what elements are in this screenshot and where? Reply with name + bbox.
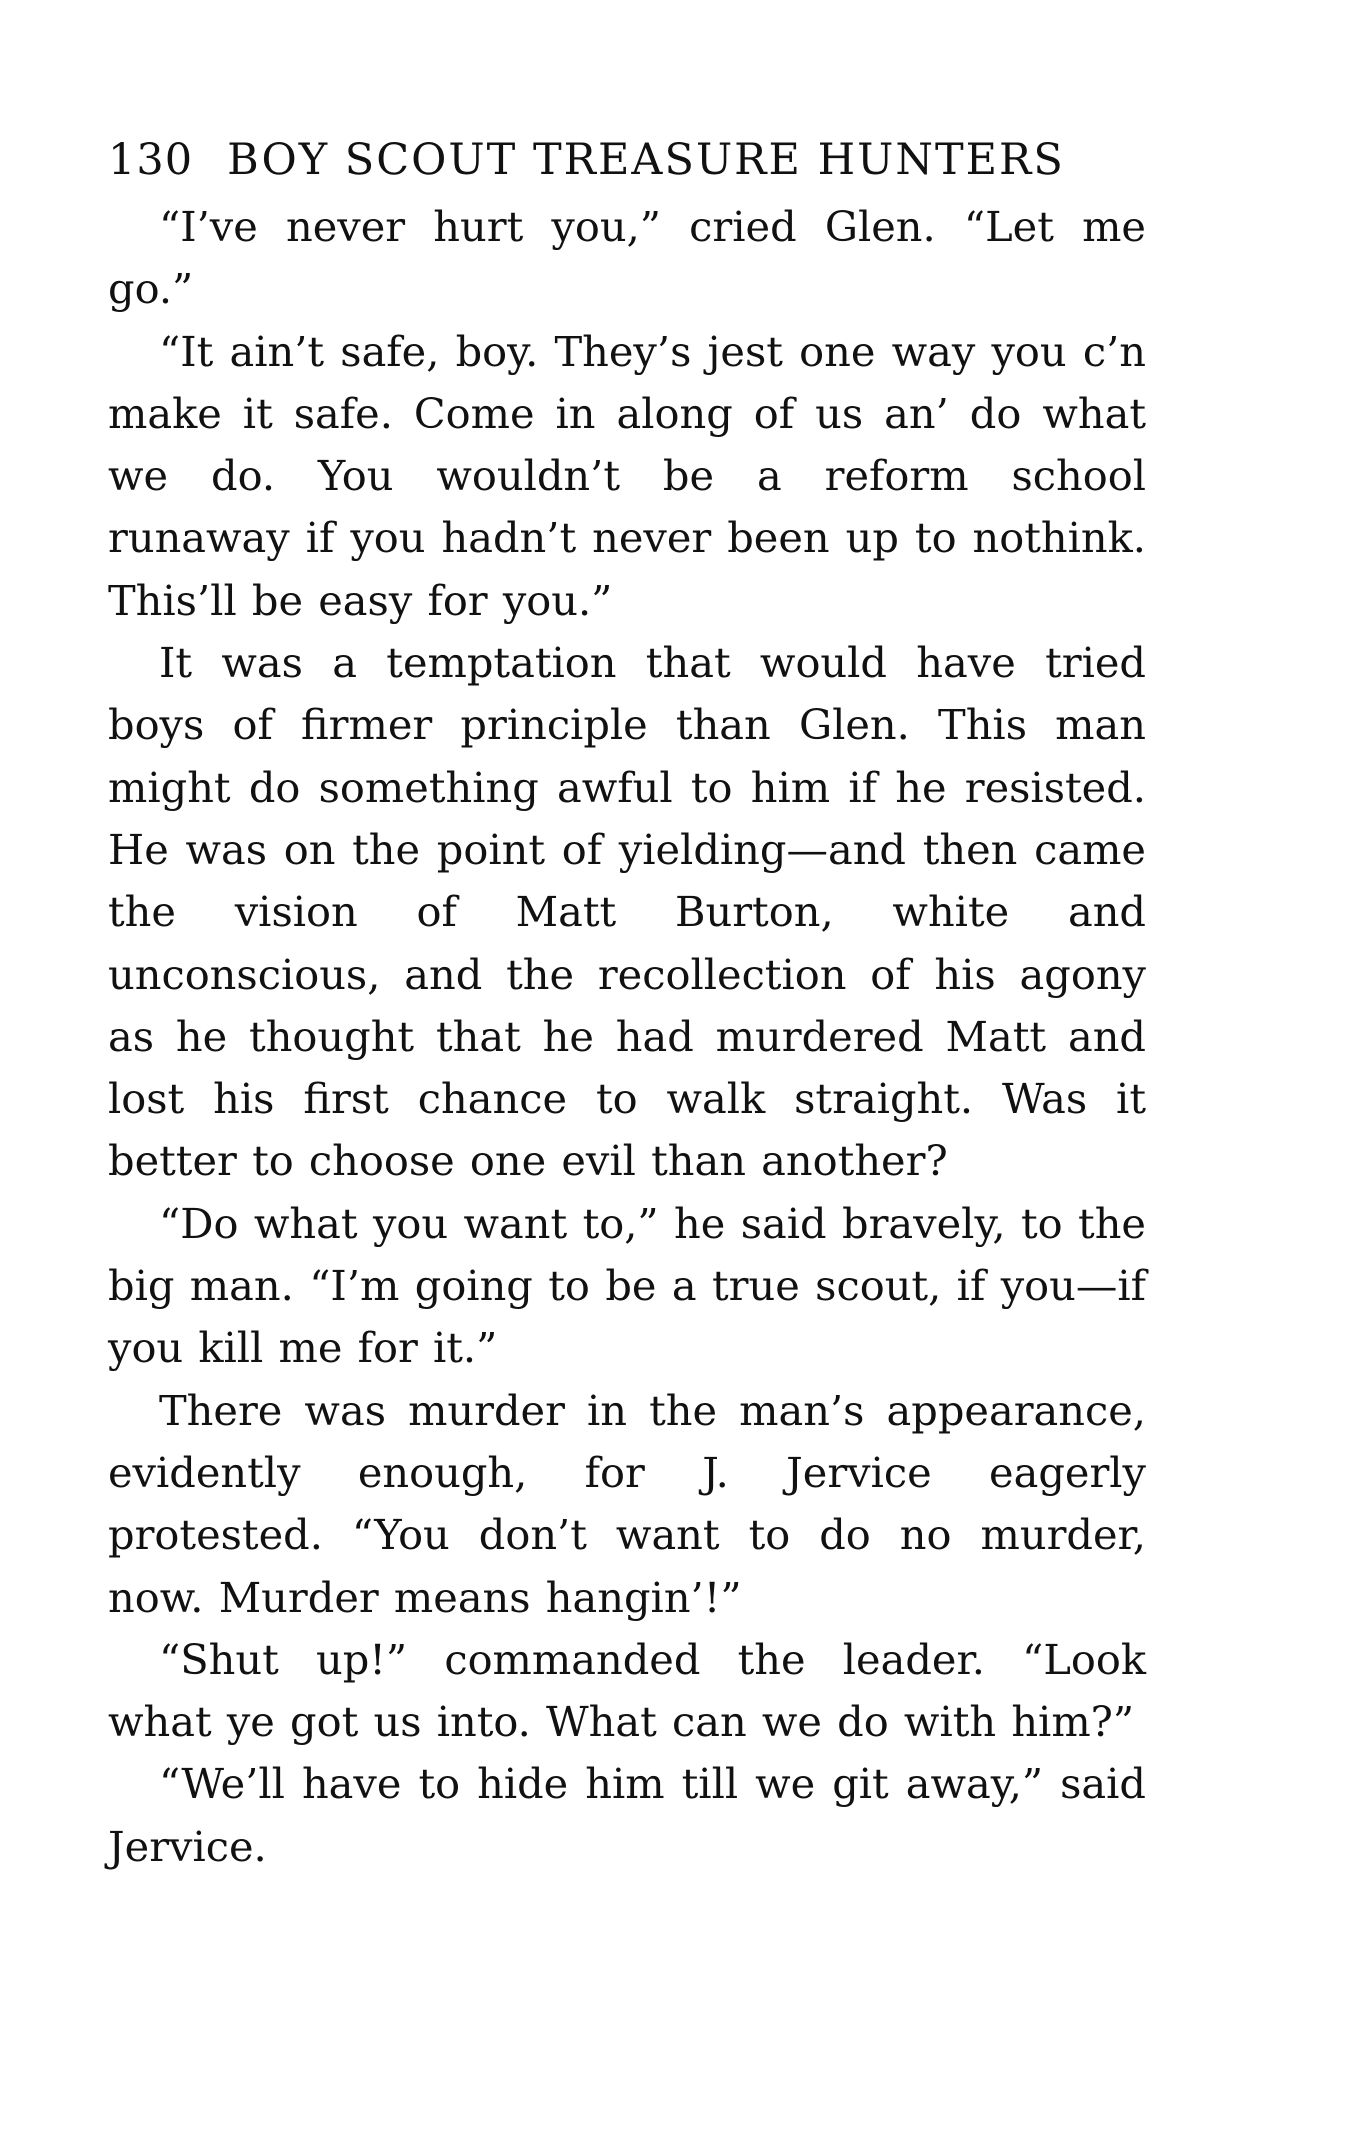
- book-title: BOY SCOUT TREASURE HUNTERS: [227, 135, 1065, 185]
- paragraph-dialogue-true-scout: “Do what you want to,” he said bravely, to the big man. “I’m going to be a true scout, if you—if you kill me for it.”: [108, 1198, 1146, 1373]
- text-column: [108, 130, 1146, 1878]
- paragraph-dialogue-shut-up: “Shut up!” commanded the leader. “Look what ye got us into. What can we do with him?”: [108, 1634, 1146, 1747]
- paragraph-dialogue-hide-him: “We’ll have to hide him till we git away,” said Jervice.: [108, 1759, 1146, 1871]
- page-number: 130: [108, 135, 194, 185]
- paragraph-dialogue-glen-plea: “I’ve never hurt you,” cried Glen. “Let me go.”: [108, 202, 1146, 314]
- paragraph-murder-appearance: There was murder in the man’s appearance, evidently enough, for J. Jervice eagerly protested. “You don’t want to do no murder, now. Murder means hangin’!”: [108, 1385, 1146, 1622]
- paragraph-temptation: It was a temptation that would have tried boys of firmer principle than Glen. This man might do something awful to him if he resisted. He was on the point of yielding—and then came the vision of Matt Burton, white and unconscious, and the recollection of his agony as he thought that he had murdered Matt and lost his first chance to walk straight. Was it better to choose one evil than another?: [108, 638, 1146, 1186]
- running-head: [108, 130, 1146, 190]
- paragraph-dialogue-not-safe: “It ain’t safe, boy. They’s jest one way you c’n make it safe. Come in along of us an’ do what we do. You wouldn’t be a reform school runaway if you hadn’t never been up to nothink. This’ll be easy for you.”: [108, 326, 1146, 625]
